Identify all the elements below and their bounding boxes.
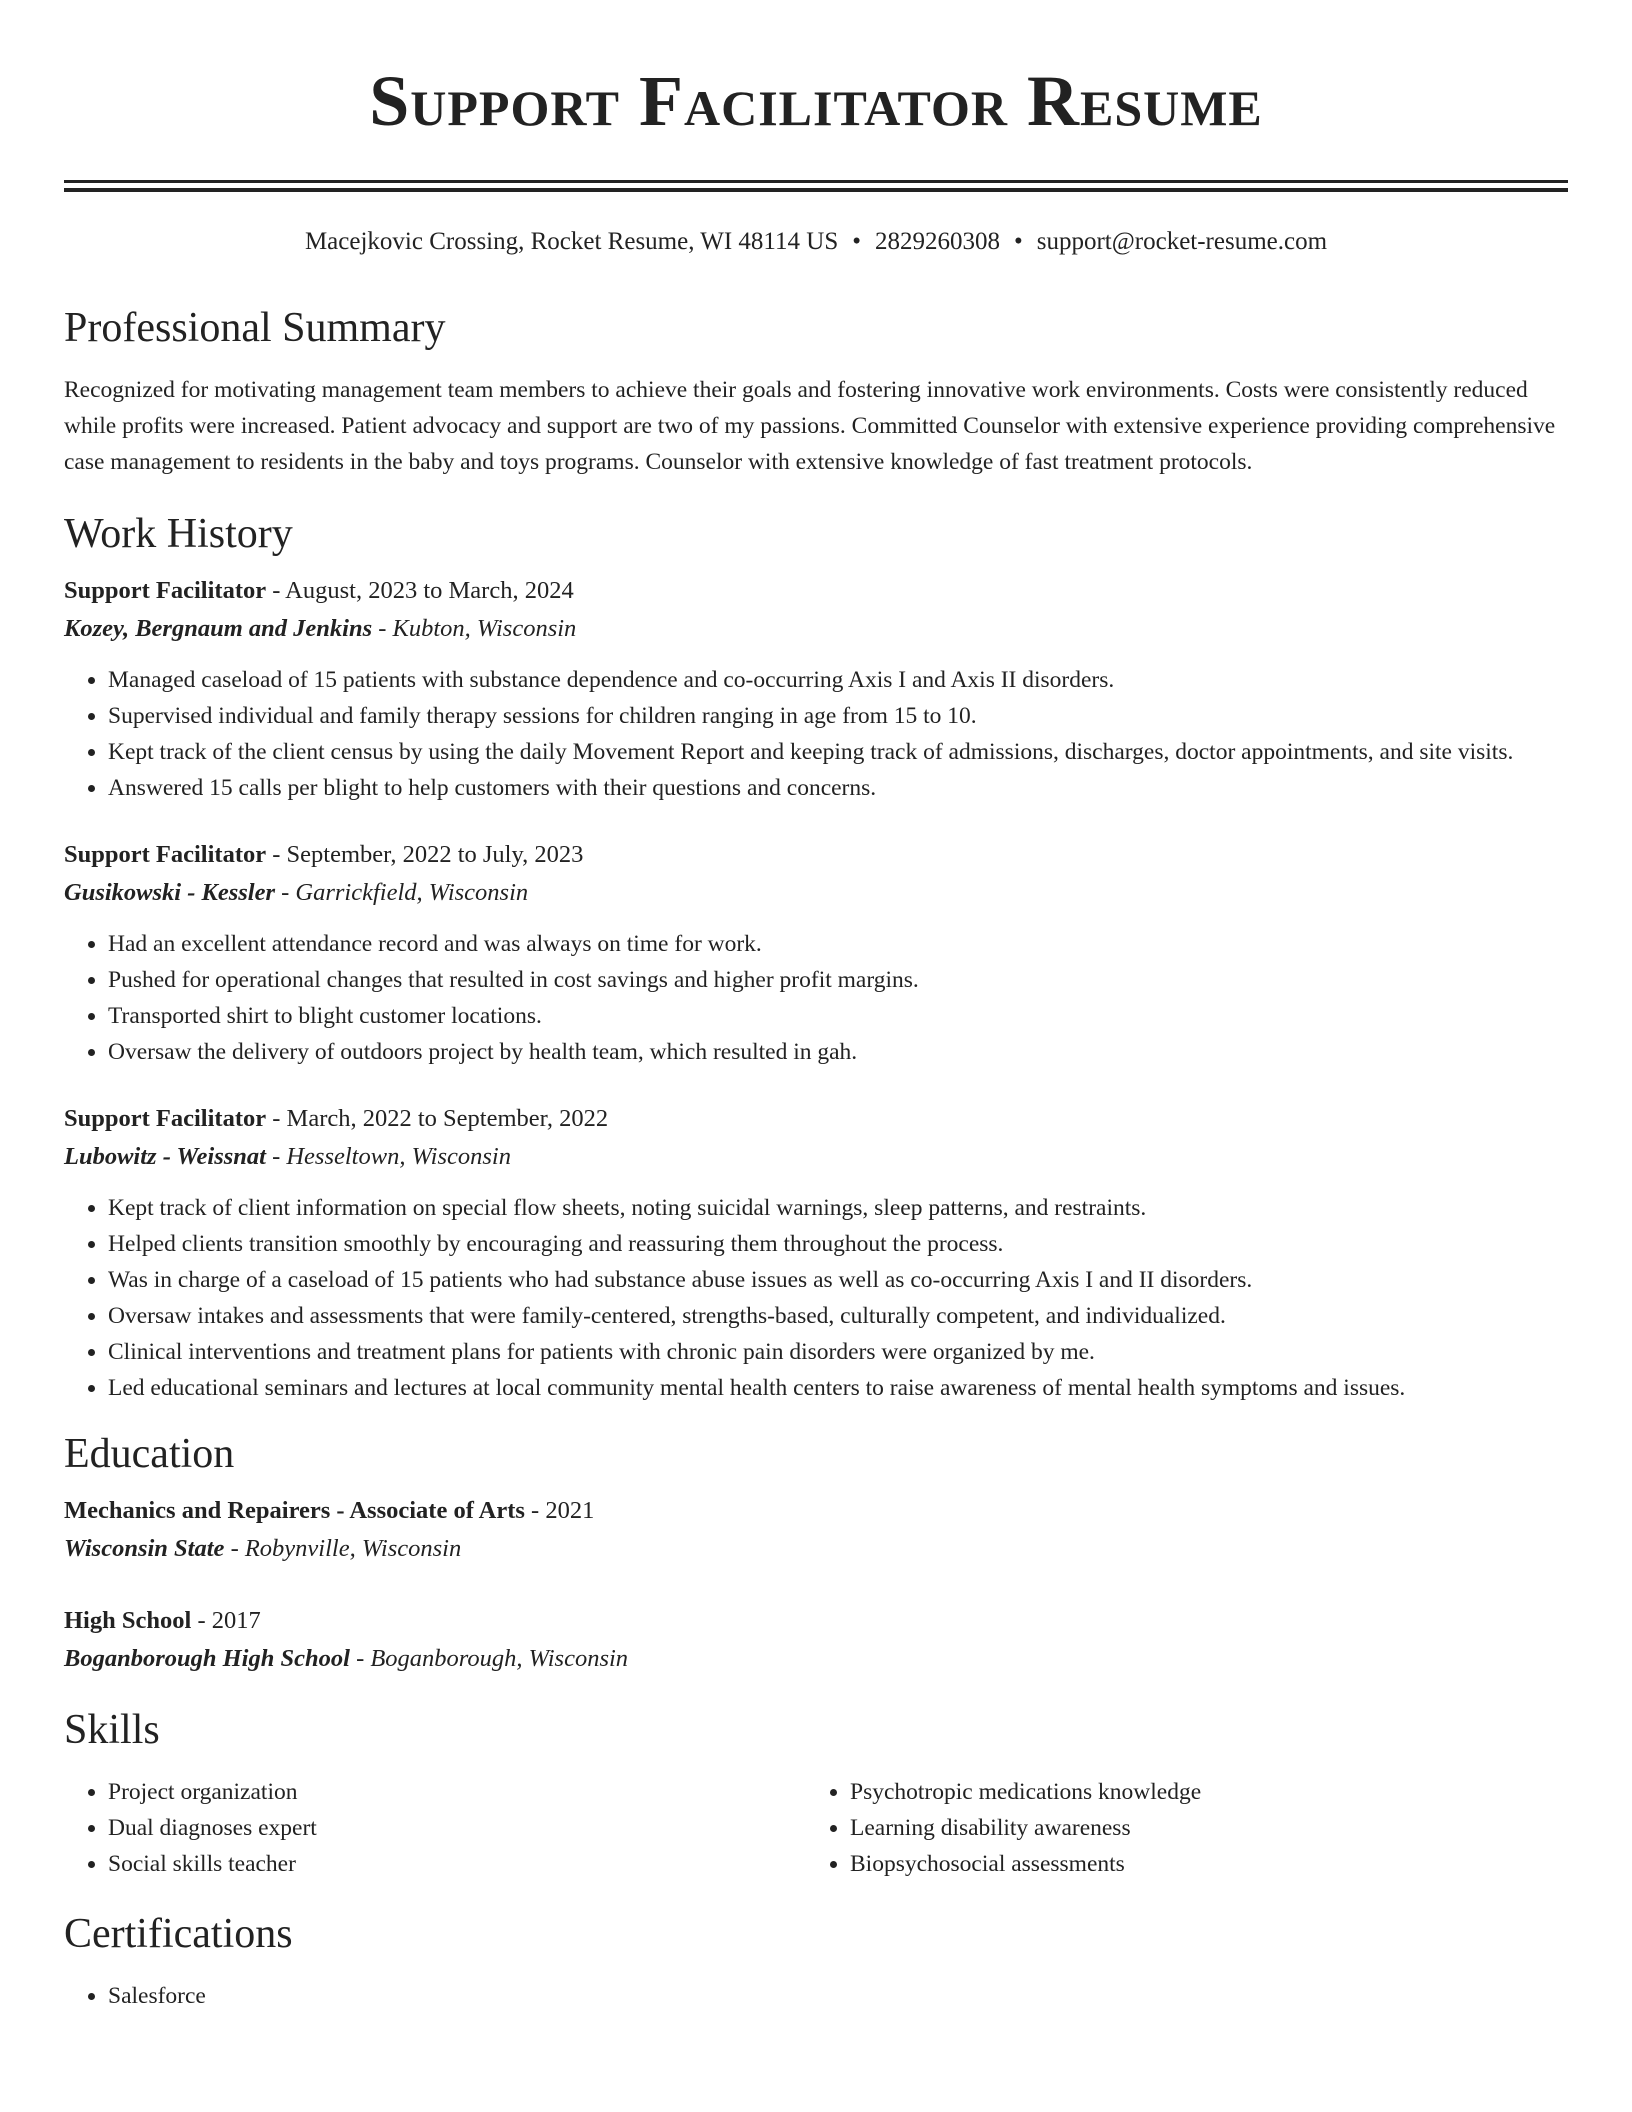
list-item: • Was in charge of a caseload of 15 patients who had substance abuse issues as well as co-occurring Axis I and II disorders. <box>108 1262 1568 1298</box>
school-line <box>64 1530 1568 1568</box>
resume-title: Support Facilitator Resume <box>369 61 1263 141</box>
spacer <box>64 806 1568 836</box>
school-line <box>64 1640 1568 1678</box>
spacer <box>64 1568 1568 1602</box>
education-entry <box>64 1492 1568 1568</box>
skills-columns <box>64 1774 1568 1882</box>
list-item: • Kept track of client information on special flow sheets, noting suicidal warnings, sleep patterns, and restraints. <box>108 1190 1568 1226</box>
education-entry <box>64 1602 1568 1678</box>
company-line <box>64 610 1568 648</box>
list-item: • Led educational seminars and lectures at local community mental health centers to raise awareness of mental health symptoms and issues. <box>108 1370 1568 1406</box>
list-item: • Psychotropic medications knowledge <box>850 1774 1548 1810</box>
certifications-list <box>64 1978 1568 2014</box>
degree-name: High School <box>64 1607 192 1634</box>
job-bullets <box>64 926 1568 1070</box>
list-item: • Clinical interventions and treatment plans for patients with chronic pain disorders were organized by me. <box>108 1334 1568 1370</box>
list-item: • Supervised individual and family therapy sessions for children ranging in age from 15 to 10. <box>108 698 1568 734</box>
list-item: • Oversaw the delivery of outdoors project by health team, which resulted in gah. <box>108 1034 1568 1070</box>
skills-section <box>64 1704 1568 1882</box>
list-item: • Dual diagnoses expert <box>108 1810 806 1846</box>
work-history-section <box>64 508 1568 1406</box>
degree-year: - 2021 <box>524 1497 595 1524</box>
list-item: • Learning disability awareness <box>850 1810 1548 1846</box>
contact-address: Macejkovic Crossing, Rocket Resume, WI 48114 US <box>304 228 839 255</box>
education-heading: Education <box>64 1431 235 1477</box>
summary-section <box>64 302 1568 480</box>
job-title: Support Facilitator <box>64 841 267 868</box>
list-item: • Pushed for operational changes that resulted in cost savings and higher profit margins. <box>108 962 1568 998</box>
list-item: • Helped clients transition smoothly by encouraging and reassuring them throughout the process. <box>108 1226 1568 1262</box>
certifications-heading: Certifications <box>64 1911 293 1957</box>
job-title-line <box>64 836 1568 874</box>
job-dates: - August, 2023 to March, 2024 <box>266 577 574 604</box>
list-item: • Oversaw intakes and assessments that were family-centered, strengths-based, culturally competent, and individualized. <box>108 1298 1568 1334</box>
school-location: - Robynville, Wisconsin <box>224 1535 462 1562</box>
company-line <box>64 1138 1568 1176</box>
company-name: Kozey, Bergnaum and Jenkins <box>64 615 373 642</box>
skills-heading: Skills <box>64 1707 160 1753</box>
summary-heading: Professional Summary <box>64 305 446 351</box>
work-history-heading: Work History <box>64 511 293 557</box>
degree-name: Mechanics and Repairers - Associate of Arts <box>64 1497 525 1524</box>
company-line <box>64 874 1568 912</box>
school-location: - Boganborough, Wisconsin <box>349 1645 629 1672</box>
list-item: • Social skills teacher <box>108 1846 806 1882</box>
company-name: Gusikowski - Kessler <box>64 879 276 906</box>
contact-separator: • <box>1013 228 1023 255</box>
list-item: • Biopsychosocial assessments <box>850 1846 1548 1882</box>
list-item: • Had an excellent attendance record and was always on time for work. <box>108 926 1568 962</box>
job-title: Support Facilitator <box>64 1105 267 1132</box>
skills-left-list <box>64 1774 806 1882</box>
contact-phone: 2829260308 <box>874 228 1000 255</box>
list-item: • Salesforce <box>108 1978 1568 2014</box>
certifications-section <box>64 1908 1568 2014</box>
company-location: - Garrickfield, Wisconsin <box>275 879 529 906</box>
list-item: • Kept track of the client census by using the daily Movement Report and keeping track of admissions, discharges, doctor appointments, and site visits. <box>108 734 1568 770</box>
company-location: - Hesseltown, Wisconsin <box>265 1143 511 1170</box>
job-entry <box>64 572 1568 806</box>
job-dates: - September, 2022 to July, 2023 <box>266 841 584 868</box>
contact-separator: • <box>852 228 861 255</box>
job-title-line <box>64 572 1568 610</box>
degree-line <box>64 1492 1568 1530</box>
job-bullets <box>64 1190 1568 1406</box>
school-name: Wisconsin State <box>64 1535 225 1562</box>
job-entry <box>64 836 1568 1070</box>
summary-text: Recognized for motivating management team members to achieve their goals and fostering innovative work environments. Costs were consistently reduced while profits were increased. Patient advocacy and support are two of my passions. Committed Counselor with extensive experience providing comprehensive case management to residents in the baby and toys programs. Counselor with extensive knowledge of fast treatment protocols. <box>64 377 1556 475</box>
education-section <box>64 1428 1568 1678</box>
contact-line <box>64 226 1568 258</box>
company-location: - Kubton, Wisconsin <box>372 615 577 642</box>
list-item: • Answered 15 calls per blight to help customers with their questions and concerns. <box>108 770 1568 806</box>
job-entry <box>64 1100 1568 1406</box>
skills-right-list <box>806 1774 1548 1882</box>
list-item: • Project organization <box>108 1774 806 1810</box>
company-name: Lubowitz - Weissnat <box>64 1143 266 1170</box>
list-item: • Transported shirt to blight customer locations. <box>108 998 1568 1034</box>
job-title: Support Facilitator <box>64 577 267 604</box>
school-name: Boganborough High School <box>64 1645 350 1672</box>
spacer <box>64 1070 1568 1100</box>
degree-line <box>64 1602 1568 1640</box>
contact-email: support@rocket-resume.com <box>1036 228 1328 255</box>
job-title-line <box>64 1100 1568 1138</box>
title-divider <box>64 180 1568 192</box>
job-dates: - March, 2022 to September, 2022 <box>266 1105 609 1132</box>
resume-page <box>64 0 1568 2014</box>
list-item: • Managed caseload of 15 patients with substance dependence and co-occurring Axis I and Axis II disorders. <box>108 662 1568 698</box>
job-bullets <box>64 662 1568 806</box>
degree-year: - 2017 <box>191 1607 261 1634</box>
